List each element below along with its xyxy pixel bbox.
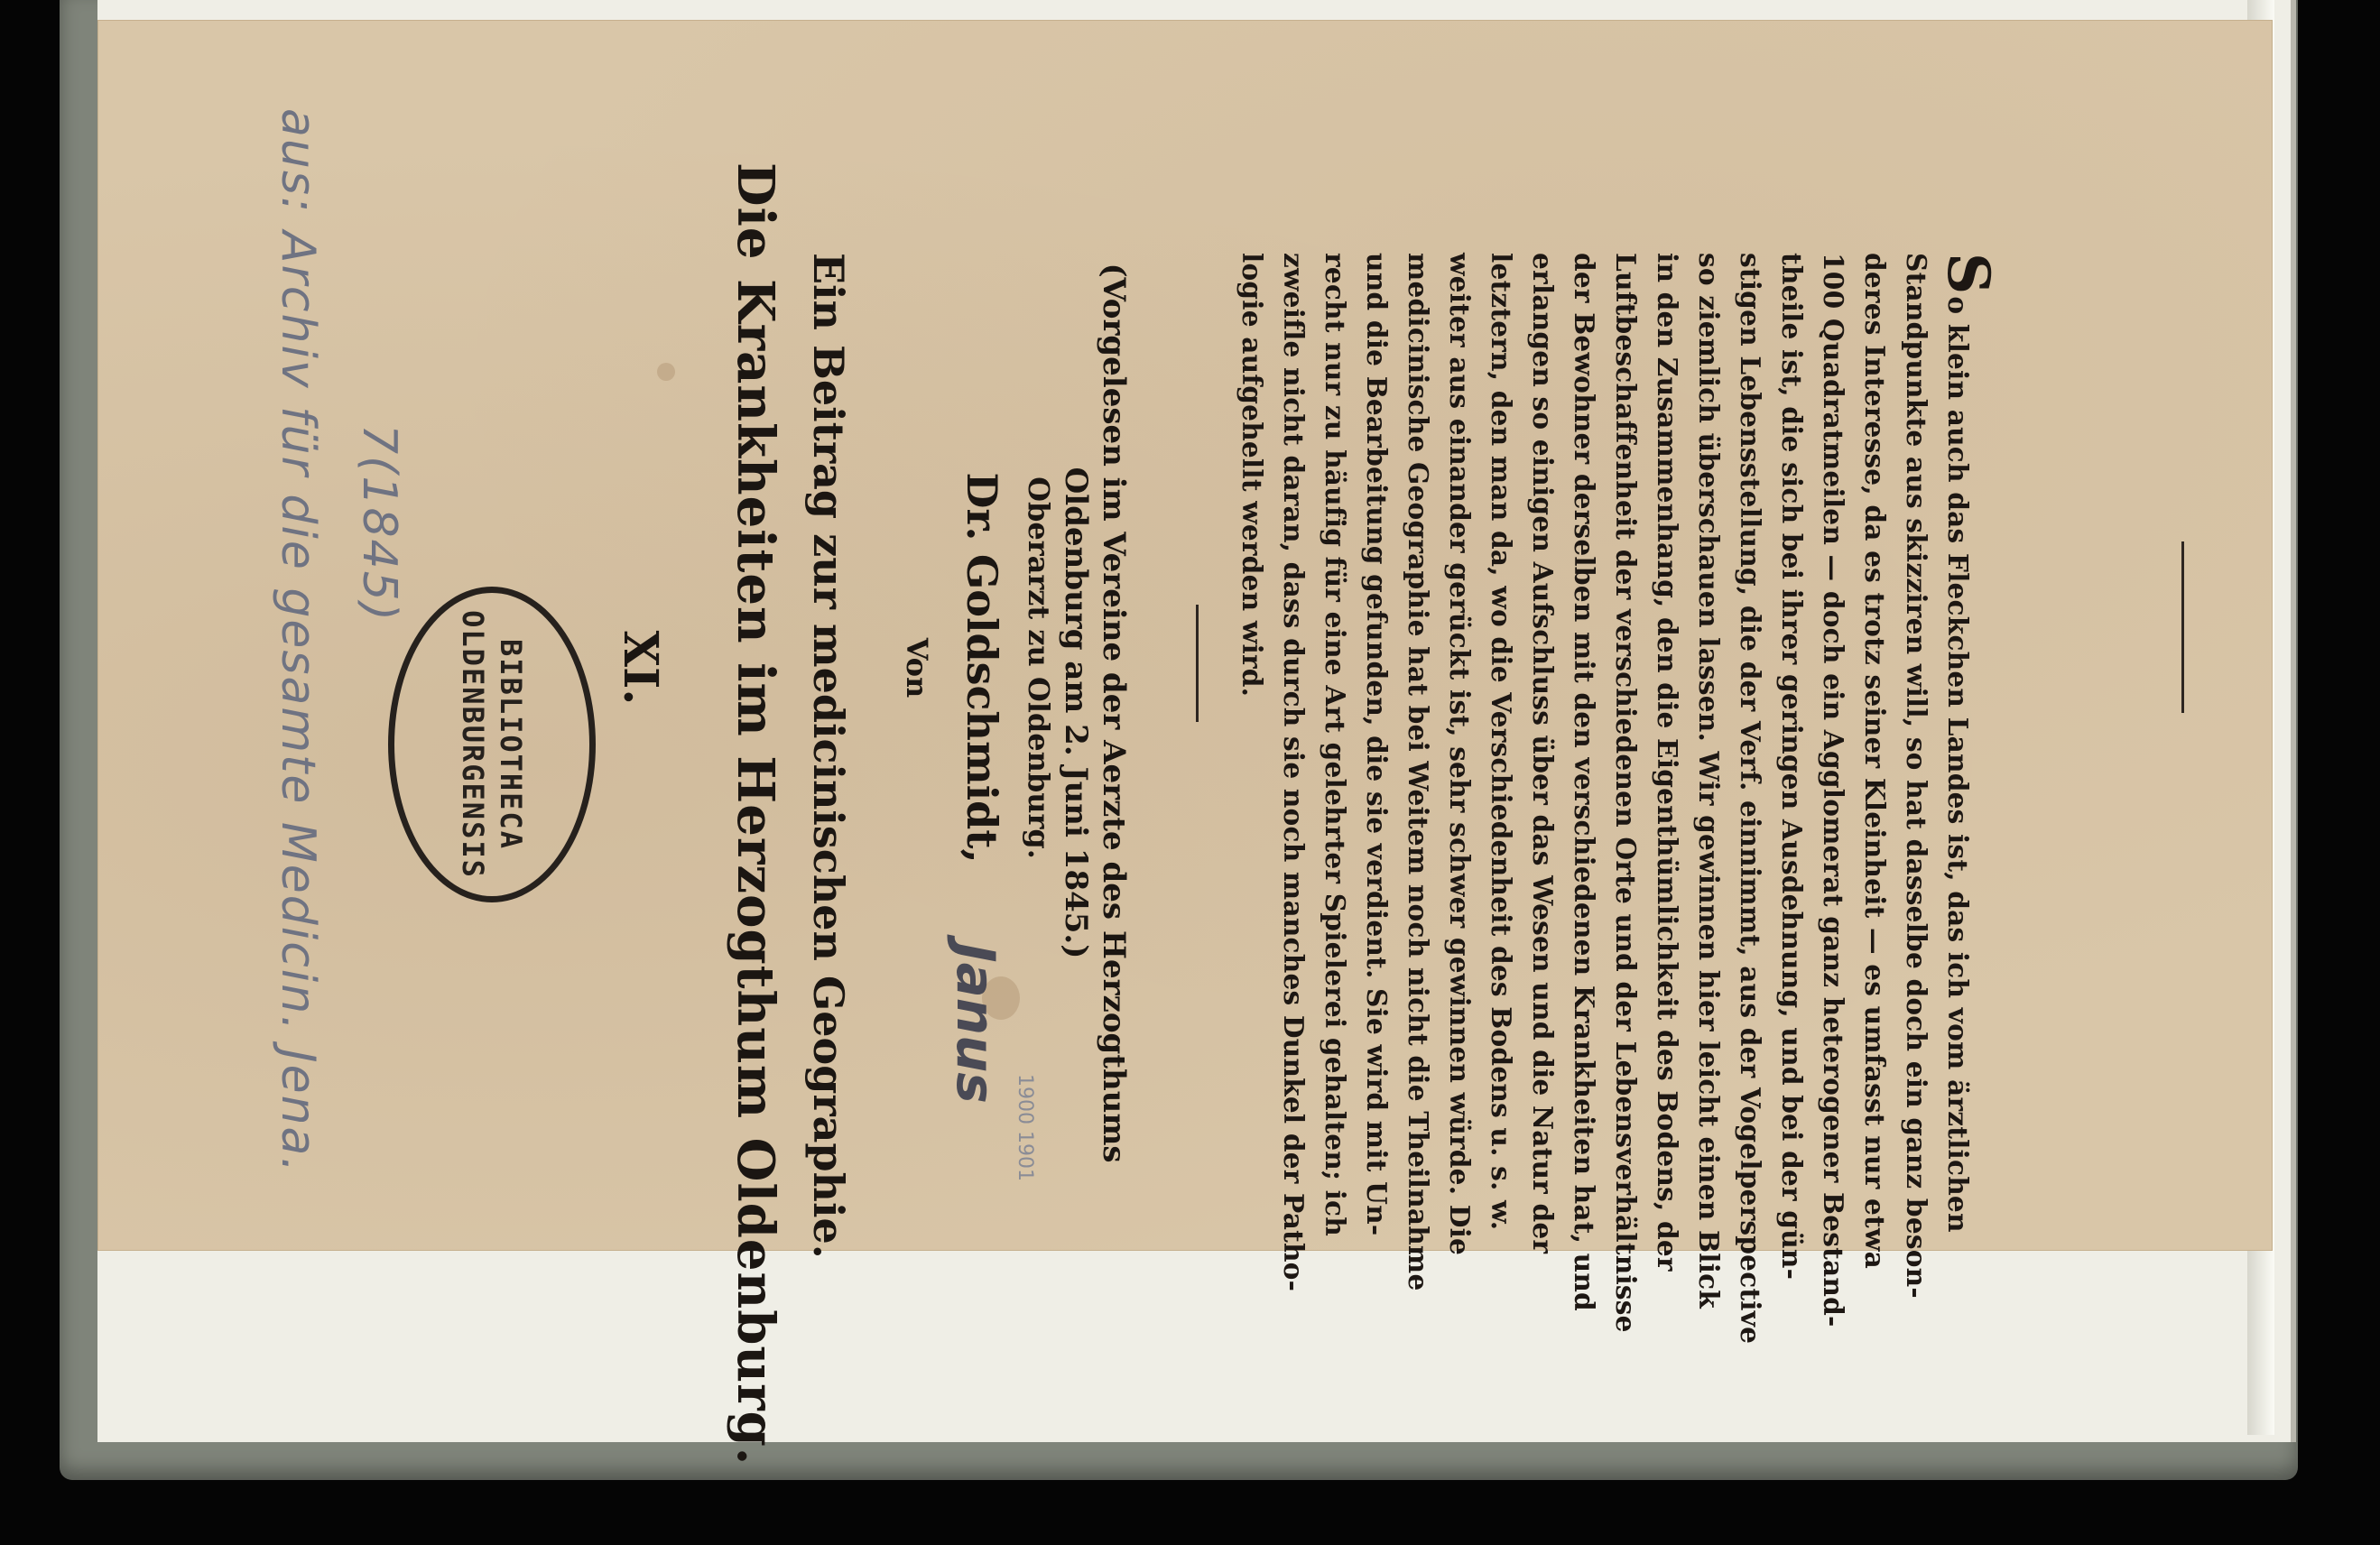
body-line: so ziemlich überschauen lassen. Wir gewinnen hier leicht einen Blick bbox=[1693, 253, 1725, 1309]
by-label: Von bbox=[900, 637, 934, 698]
presented-note: (Vorgelesen im Vereine der Aerzte des Herzogthums Oldenburg am 2. Juni 1845.) bbox=[1058, 263, 1132, 1163]
body-line-text: o klein auch das Fleckchen Landes ist, das ich vom ärztlichen bbox=[1942, 296, 1974, 1233]
body-line: in den Zusammenhang, den die Eigenthümlichkeit des Bodens, der bbox=[1652, 253, 1683, 1272]
pencil-annotation: 1900 1901 bbox=[1014, 1074, 1036, 1181]
body-line: logie aufgehellt werden wird. bbox=[1236, 253, 1268, 698]
body-line: und die Bearbeitung gefunden, die sie verdient. Sie wird mit Un- bbox=[1361, 253, 1393, 1236]
body-line: weiter aus einander gerückt ist, sehr schwer gewinnen würde. Die bbox=[1444, 253, 1476, 1256]
body-line: stigen Lebensstellung, die der Verf. einnimmt, aus der Vogelperspective bbox=[1735, 253, 1766, 1345]
body-line: Standpunkte aus skizziren will, so hat dasselbe doch ein ganz beson- bbox=[1901, 253, 1932, 1299]
article-subtitle: Ein Beitrag zur medicinischen Geographie. bbox=[804, 253, 853, 1259]
body-line: zweifle nicht daran, dass durch sie noch manches Dunkel der Patho- bbox=[1278, 253, 1310, 1292]
body-line: recht nur zu häufig für eine Art gelehrter Spielerei gehalten; ich bbox=[1320, 253, 1351, 1236]
body-line: letztern, den man da, wo die Verschiedenheit des Bodens u. s. w. bbox=[1486, 253, 1517, 1231]
library-stamp bbox=[388, 587, 596, 902]
body-line: medicinische Geographie hat bei Weitem noch nicht die Theilnahme bbox=[1403, 253, 1434, 1291]
body-paragraph bbox=[1231, 253, 2002, 1345]
body-line: 100 Quadratmeilen — doch ein Agglomerat ganz heterogener Bestand- bbox=[1818, 253, 1849, 1328]
rotated-page-content bbox=[90, 36, 2274, 1466]
drop-cap: S bbox=[1934, 253, 2002, 295]
author-prefix: Dr. bbox=[958, 472, 1006, 541]
handwritten-year-note: 7(1845) bbox=[352, 424, 406, 623]
body-line: Luftbeschaffenheit der verschiedenen Orte und der Lebensverhältnisse bbox=[1610, 253, 1642, 1333]
body-line: theile ist, die sich bei ihrer geringen Ausdehnung, und bei der gün- bbox=[1776, 253, 1808, 1281]
author-name: Goldschmidt, bbox=[958, 554, 1006, 864]
article-title: Die Krankheiten im Herzogthum Oldenburg. bbox=[726, 162, 785, 1466]
section-number: XI. bbox=[613, 630, 668, 706]
end-divider-rule bbox=[2181, 541, 2184, 713]
body-line: der Bewohner derselben mit den verschiedenen Krankheiten hat, und bbox=[1569, 253, 1600, 1311]
divider-rule bbox=[1196, 605, 1199, 722]
author-role: Oberarzt zu Oldenburg. bbox=[1022, 476, 1056, 859]
body-line: erlangen so einigen Aufschluss über das Wesen und die Natur der bbox=[1527, 253, 1559, 1254]
handwritten-signature: Janus bbox=[945, 943, 1006, 1104]
stamp-line-1: BIBLIOTHECA bbox=[494, 639, 528, 850]
body-line: deres Interesse, da es trotz seiner Kleinheit — es umfasst nur etwa bbox=[1859, 253, 1891, 1269]
body-line bbox=[1934, 253, 2002, 1233]
stamp-line-2: OLDENBURGENSIS bbox=[456, 610, 490, 879]
handwritten-source-note: aus: Archiv für die gesamte Medicin. Jena. bbox=[271, 108, 325, 1174]
